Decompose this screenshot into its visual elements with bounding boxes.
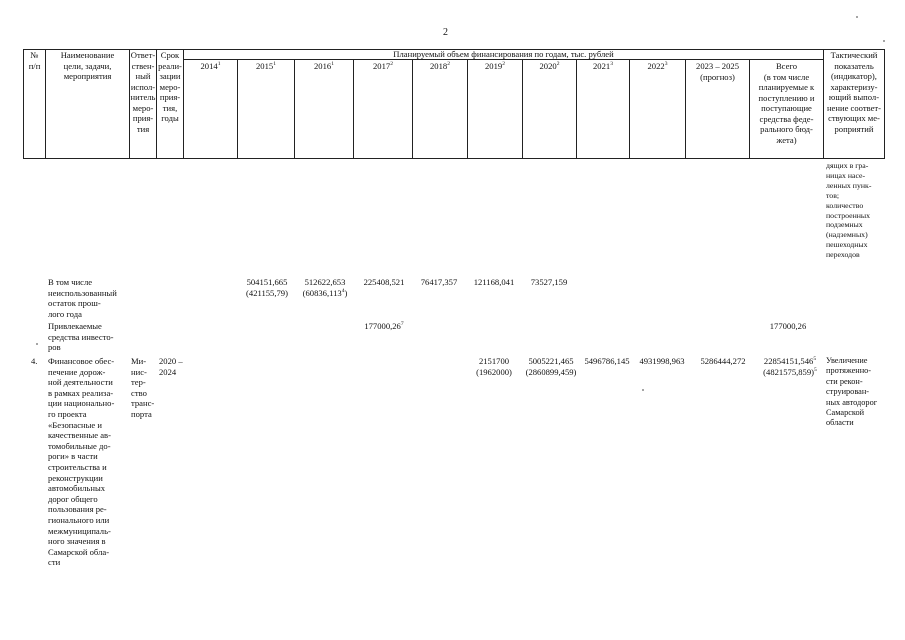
header-year-2021: 2021$^3$ xyxy=(593,61,613,71)
header-name: Наименование цели, задачи, мероприятия xyxy=(60,50,115,81)
header-term: Срок реали- зации меро- прия- тия, годы xyxy=(158,50,182,123)
header-year-2020: 2020$^2$ xyxy=(539,61,560,71)
header-year-2022: 2022$^3$ xyxy=(647,61,668,71)
row-unused-2017: 225408,521 xyxy=(363,277,405,287)
row-unused-2020: 73527,159 xyxy=(530,277,568,287)
header-funding-title: Планируемый объем финансирования по годам, тыс. рублей xyxy=(393,49,614,59)
row-unused-2019: 121168,041 xyxy=(473,277,515,287)
continued-indicator: дящих в гра- ницах насе- ленных пунк- тов; количество построенных подземных (надземных) пешеходных переходов xyxy=(826,161,872,260)
scan-speck xyxy=(856,16,858,18)
row4-total-line2: $(4821575,859)^5$ xyxy=(763,366,817,377)
header-responsible: Ответ- ствен- ный испол- нитель меро- прия- тия xyxy=(130,50,156,134)
row4-2021: 5496786,145 xyxy=(584,356,630,366)
header-indicator: Тактический показатель (индикатор), характеризу- ющий выпол- нение соответ- ствующих ме- роприятий xyxy=(826,50,882,134)
row-unused-label: В том числе неиспользованный остаток прош- лого года xyxy=(48,277,117,319)
row4-2019: 2151700 (1962000) xyxy=(476,356,512,377)
row-investors-2017: 177000,26$^7$ xyxy=(364,321,404,331)
header-forecast: 2023 – 2025 (прогноз) xyxy=(696,61,739,82)
row-unused-2016-line2: (60836,113$^4$) xyxy=(302,287,348,298)
header-year-2018: 2018$^2$ xyxy=(430,61,450,71)
page-number: 2 xyxy=(443,27,448,38)
row-unused-2018: 76417,357 xyxy=(420,277,458,287)
scan-speck xyxy=(36,343,38,345)
row4-forecast: 5286444,272 xyxy=(700,356,746,366)
header-year-2015: 2015$^1$ xyxy=(256,61,276,71)
row4-2022: 4931998,963 xyxy=(639,356,685,366)
row-unused-2015: 504151,665 (421155,79) xyxy=(246,277,288,298)
header-year-2019: 2019$^2$ xyxy=(485,61,505,71)
row4-total xyxy=(753,356,827,377)
header-year-2016: 2016$^1$ xyxy=(314,61,334,71)
row-investors-total: 177000,26 xyxy=(769,321,807,331)
row-unused-2016 xyxy=(296,277,354,298)
row-investors-label: Привлекаемые средства инвесто- ров xyxy=(48,321,114,353)
table-header-grid xyxy=(23,49,885,159)
scan-speck xyxy=(642,389,644,391)
row-unused-2016-line1: 512622,653 xyxy=(304,277,346,287)
row4-indicator: Увеличение протяженно- сти рекон- струирован- ных автодорог Самарской области xyxy=(826,356,878,428)
row4-total-line1: 22854151,546$^5$ xyxy=(763,356,817,366)
header-total: Всего (в том числе планируемые к поступлению и поступающие средства феде- рального бюд- жета) xyxy=(758,61,815,145)
row4-responsible: Ми- нис- тер- ство транс- порта xyxy=(131,356,155,419)
header-year-2017: 2017$^2$ xyxy=(373,61,393,71)
row4-number: 4. xyxy=(31,356,38,366)
row4-term: 2020 – 2024 xyxy=(159,356,183,377)
scan-speck xyxy=(883,40,885,42)
row4-name: Финансовое обес- печение дорож- ной деятельности в рамках реализа- ции национально- го проекта «Безопасные и качественные ав- томобильные до- роги» в части строительства и реконструкции автомобильных дорог общего пользования ре- гионального или межмуниципаль- ного значения в Самарской обла- сти xyxy=(48,356,115,568)
header-num: № п/п xyxy=(28,50,41,71)
row4-2020: 5005221,465 (2860899,459) xyxy=(525,356,577,377)
header-year-2014: 2014$^1$ xyxy=(200,61,221,71)
